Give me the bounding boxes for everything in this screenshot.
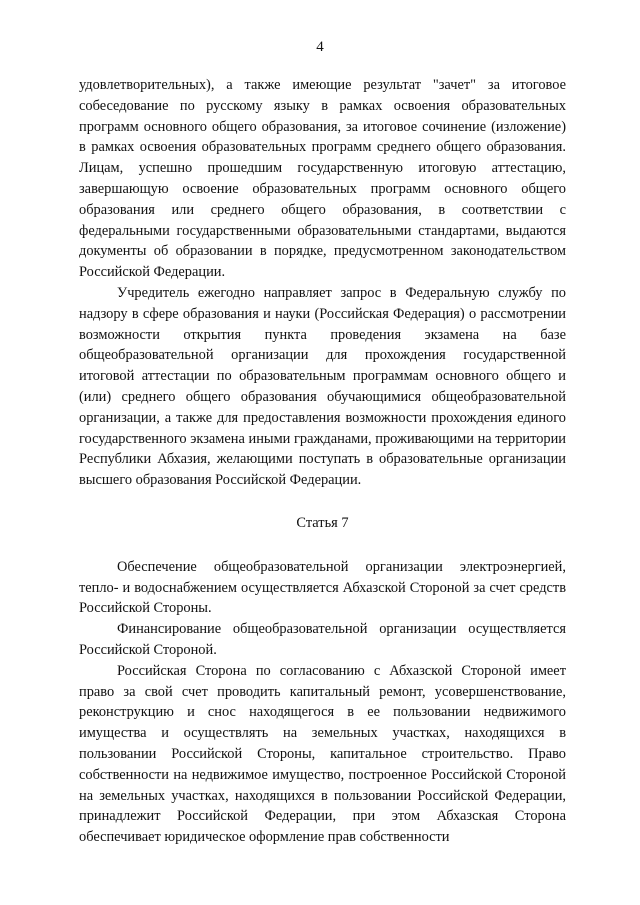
paragraph-2: Учредитель ежегодно направляет запрос в Федеральную службу по надзору в сфере образования и науки (Российская Федерация) о рассмотрении возможности открытия пункта проведения экзамена на базе общеобразовательной организации для прохождения государственной итоговой аттестации по образовательным программам основного общего и (или) среднего общего образования обучающимися общеобразовательной организации, а также для предоставления возможности прохождения единого государственного экзамена иными гражданами, проживающими на территории Республики Абхазия, желающими поступать в образовательные организации высшего образования Российской Федерации.: [79, 284, 566, 489]
spacer: [79, 491, 566, 513]
paragraph-4: Финансирование общеобразовательной организации осуществляется Российской Стороной.: [79, 621, 566, 658]
page-number: 4: [316, 39, 324, 55]
spacer: [79, 534, 566, 557]
paragraph-5: Российская Сторона по согласованию с Абхазской Стороной имеет право за свой счет проводить капитальный ремонт, усовершенствование, реконструкцию и снос находящегося в ее пользовании недвижимого имущества и осуществлять на земельных участках, находящихся в пользовании Российской Стороны, капитальное строительство. Право собственности на недвижимое имущество, построенное Российской Стороной на земельных участках, находящихся в пользовании Российской Федерации, принадлежит Российской Федерации, при этом Абхазская Сторона обеспечивает юридическое оформление прав собственности: [79, 662, 566, 846]
article-heading: Статья 7: [296, 514, 349, 531]
document-body: [79, 75, 566, 848]
paragraph-1: удовлетворительных), а также имеющие результат "зачет" за итоговое собеседование по русскому языку в рамках освоения образовательных программ основного общего образования, за итоговое сочинение (изложение) в рамках освоения образовательных программ среднего общего образования. Лицам, успешно прошедшим государственную итоговую аттестацию, завершающую освоение образовательных программ основного общего образования или среднего общего образования, в соответствии с федеральными государственными образовательными стандартами, выдаются документы об образовании в порядке, предусмотренном законодательством Российской Федерации.: [79, 77, 566, 281]
paragraph-3: Обеспечение общеобразовательной организации электроэнергией, тепло- и водоснабжением осуществляется Абхазской Стороной за счет средств Российской Стороны.: [79, 558, 566, 617]
